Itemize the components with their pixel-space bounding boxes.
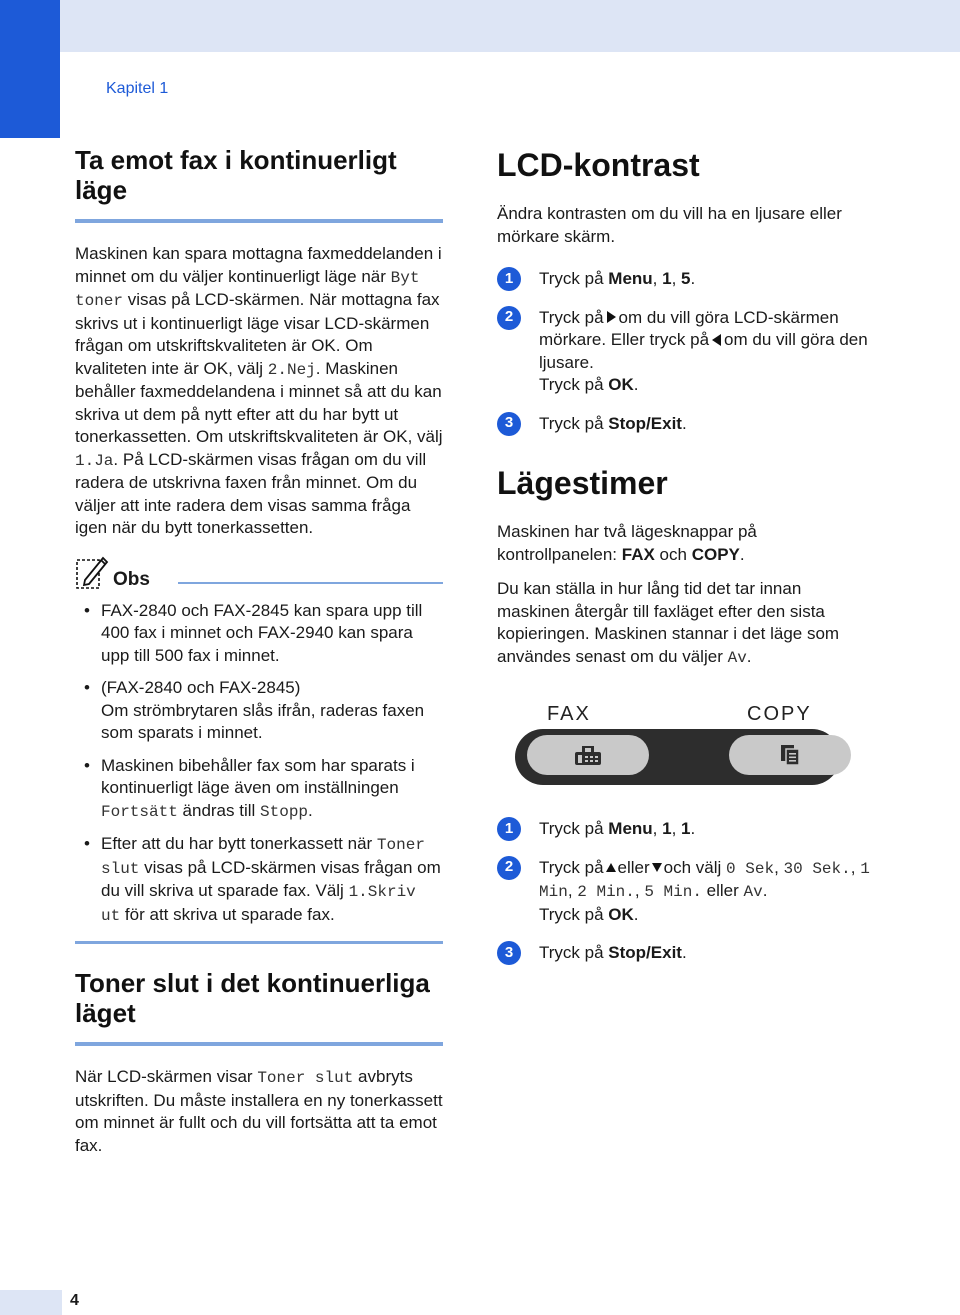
section-title-mode-timer: Lägestimer: [497, 465, 668, 501]
arrow-left-icon: [712, 334, 721, 346]
timer-option: 0 Sek: [726, 859, 775, 878]
section-title-continuous: Ta emot fax i kontinuerligt läge: [75, 145, 397, 205]
header-band: [0, 0, 960, 52]
section-rule: [75, 1042, 443, 1046]
step-item: 2 Tryck på om du vill göra LCD-skärmen mörkare. Eller tryck på om du vill göra den ljusare. Tryck på OK.: [497, 307, 877, 397]
arrow-down-icon: [652, 863, 662, 872]
copy-mode-button: [729, 735, 851, 775]
step-number: 2: [497, 306, 521, 330]
note-rule: [178, 582, 443, 584]
footer-band: [0, 1290, 62, 1315]
timer-option: Av: [743, 883, 763, 901]
section-title-lcd-contrast: LCD-kontrast: [497, 147, 700, 183]
note-header: [75, 554, 443, 590]
left-column: [75, 145, 443, 1169]
lcd-option: 2.Nej: [267, 360, 316, 379]
step-number: 2: [497, 856, 521, 880]
panel-label-copy: COPY: [747, 703, 812, 725]
step-number: 3: [497, 412, 521, 436]
timer-option: 1 Min: [539, 859, 870, 901]
step-item: 1 Tryck på Menu, 1, 1.: [497, 818, 877, 841]
step-number: 1: [497, 817, 521, 841]
lcd-message: Toner slut: [257, 1069, 354, 1087]
toner-end-paragraph: När LCD-skärmen visar Toner slut avbryts utskriften. Du måste installera en ny tonerkassett om minnet är fullt och du vill fortsätta att ta emot fax.: [75, 1067, 443, 1155]
note-pencil-icon: [75, 554, 109, 590]
note-label: Obs: [113, 568, 150, 590]
note-item: • (FAX-2840 och FAX-2845) Om strömbrytaren slås ifrån, raderas faxen som sparats i minnet.: [75, 677, 443, 745]
copy-icon: [779, 743, 801, 767]
mode-timer-paragraph-2: Du kan ställa in hur lång tid det tar innan maskinen återgår till faxläget efter den sista kopieringen. Maskinen stannar i det läge som användes senast om du väljer Av.: [497, 579, 840, 667]
step-item: 3 Tryck på Stop/Exit.: [497, 413, 877, 436]
lcd-option: 1.Ja: [75, 451, 114, 470]
lcd-intro: Ändra kontrasten om du vill ha en ljusare eller mörkare skärm.: [497, 204, 842, 246]
note-list: [75, 600, 443, 928]
arrow-up-icon: [606, 863, 616, 872]
step-item: 1 Tryck på Menu, 1, 5.: [497, 268, 877, 291]
timer-option: 2 Min.: [577, 883, 635, 901]
panel-label-fax: FAX: [547, 703, 591, 725]
step-number: 1: [497, 267, 521, 291]
control-panel-illustration: [515, 703, 840, 788]
lcd-message: Byt toner: [75, 268, 420, 310]
section-rule: [75, 219, 443, 223]
continuous-paragraph: Maskinen kan spara mottagna faxmeddelanden i minnet om du väljer kontinuerligt läge när Byt toner visas på LCD-skärmen. När mottagna fax skrivs ut i kontinuerligt läge visar LCD-skärmen frågan om utskriftskvaliteten är OK. Om kvaliteten inte är OK, välj 2.Nej. Maskinen behåller faxmeddelandena i minnet så att du kan skriva ut dem på nytt efter att du har bytt ut tonerkassetten. Om utskriftskvaliteten är OK, välj 1.Ja. På LCD-skärmen visas frågan om du vill radera de utskrivna faxen från minnet. Om du väljer att inte radera dem visas samma fråga igen när du bytt tonerkassetten.: [75, 244, 443, 537]
note-end-rule: [75, 941, 443, 944]
setting-value: Stopp: [260, 802, 309, 821]
timer-option: 30 Sek.: [783, 859, 851, 878]
step-item: 3 Tryck på Stop/Exit.: [497, 942, 877, 965]
step-number: 3: [497, 941, 521, 965]
page-number: 4: [70, 1292, 79, 1309]
setting-value: Av: [727, 648, 747, 667]
mode-timer-paragraph-1: Maskinen har två lägesknappar på kontrollpanelen: FAX och COPY.: [497, 522, 757, 564]
lcd-steps: [497, 268, 877, 435]
arrow-right-icon: [607, 311, 616, 323]
chapter-label: Kapitel 1: [106, 80, 169, 97]
setting-value: Fortsätt: [101, 802, 178, 821]
note-item: • FAX-2840 och FAX-2845 kan spara upp till 400 fax i minnet och FAX-2940 kan spara upp till 500 fax i minnet.: [75, 600, 443, 668]
note-item: • Maskinen bibehåller fax som har sparats i kontinuerligt läge även om inställningen Fortsätt ändras till Stopp.: [75, 755, 443, 824]
section-title-toner-end: Toner slut i det kontinuerliga läget: [75, 968, 430, 1028]
timer-option: 5 Min.: [644, 883, 702, 901]
step-item: 2 Tryck på eller och välj 0 Sek, 30 Sek., 1 Min, 2 Min., 5 Min. eller Av. Tryck på OK.: [497, 857, 877, 927]
chapter-tab: [0, 0, 60, 138]
fax-icon: [574, 744, 602, 766]
fax-mode-button: [527, 735, 649, 775]
lcd-option: 1.Skriv ut: [101, 883, 416, 925]
note-item: • Efter att du har bytt tonerkassett när Toner slut visas på LCD-skärmen visas frågan om du vill skriva ut sparade fax. Välj 1.Skriv ut för att skriva ut sparade fax.: [75, 833, 443, 927]
right-column: [497, 145, 877, 981]
mode-timer-steps: [497, 818, 877, 965]
lcd-message: Toner slut: [101, 836, 425, 878]
